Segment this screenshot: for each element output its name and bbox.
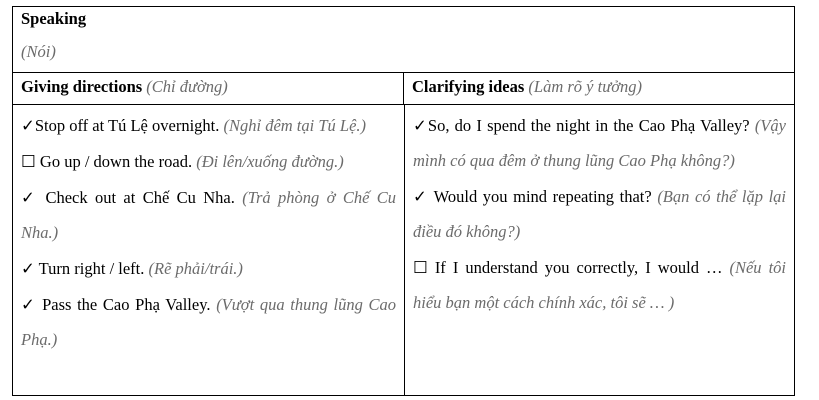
phrase: Go up / down the road. xyxy=(39,152,193,171)
phrase-translation: (Đi lên/xuống đường.) xyxy=(196,152,344,171)
list-item xyxy=(21,251,396,286)
check-icon: ✓ xyxy=(21,259,35,278)
list-item xyxy=(413,179,786,249)
clarifying-ideas-list xyxy=(405,105,794,320)
column-header-clarifying-ideas xyxy=(404,73,794,105)
list-item xyxy=(21,287,396,357)
check-icon: ✓ xyxy=(21,295,37,314)
phrase-translation: (Vậy mình có qua đêm ở thung lũng Cao Phạ không?) xyxy=(413,116,787,170)
phrase: Would you mind repeating that? xyxy=(433,187,652,206)
column-heading-translation: (Làm rõ ý tưởng) xyxy=(528,77,643,96)
phrase: So, do I spend the night in the Cao Phạ Valley? xyxy=(427,116,750,135)
table-header xyxy=(13,7,794,73)
column-heading-translation: (Chỉ đường) xyxy=(146,77,228,96)
list-item xyxy=(21,108,396,143)
speaking-table xyxy=(12,6,795,396)
check-icon: ✓ xyxy=(413,116,428,135)
phrase: Check out at Chế Cu Nha. xyxy=(45,188,235,207)
giving-directions-list xyxy=(13,105,404,357)
list-item xyxy=(21,144,396,179)
column-heading: Clarifying ideas xyxy=(412,77,525,96)
phrase-translation: (Nếu tôi hiểu bạn một cách chính xác, tôi sẽ … ) xyxy=(413,258,786,312)
section-title: Speaking xyxy=(21,9,87,28)
phrase-translation: (Trả phòng ở Chế Cu Nha.) xyxy=(21,188,397,242)
list-item xyxy=(413,250,786,320)
check-icon: ✓ xyxy=(413,187,429,206)
column-header-giving-directions xyxy=(13,73,404,105)
phrase: Stop off at Tú Lệ overnight. xyxy=(34,116,220,135)
phrase: If I understand you correctly, I would … xyxy=(434,258,723,277)
checkbox-icon: ☐ xyxy=(413,258,428,277)
section-subtitle: (Nói) xyxy=(21,42,56,61)
column-heading: Giving directions xyxy=(21,77,143,96)
phrase-translation: (Vượt qua thung lũng Cao Phạ.) xyxy=(21,295,397,349)
checkbox-icon: ☐ xyxy=(21,152,36,171)
check-icon: ✓ xyxy=(21,188,39,207)
phrase-translation: (Nghỉ đêm tại Tú Lệ.) xyxy=(223,116,367,135)
phrase: Turn right / left. xyxy=(38,259,145,278)
list-item xyxy=(21,180,396,250)
list-item xyxy=(413,108,786,178)
check-icon: ✓ xyxy=(21,116,35,135)
phrase: Pass the Cao Phạ Valley. xyxy=(42,295,211,314)
phrase-translation: (Rẽ phải/trái.) xyxy=(148,259,243,278)
phrase-translation: (Bạn có thể lặp lại điều đó không?) xyxy=(413,187,787,241)
